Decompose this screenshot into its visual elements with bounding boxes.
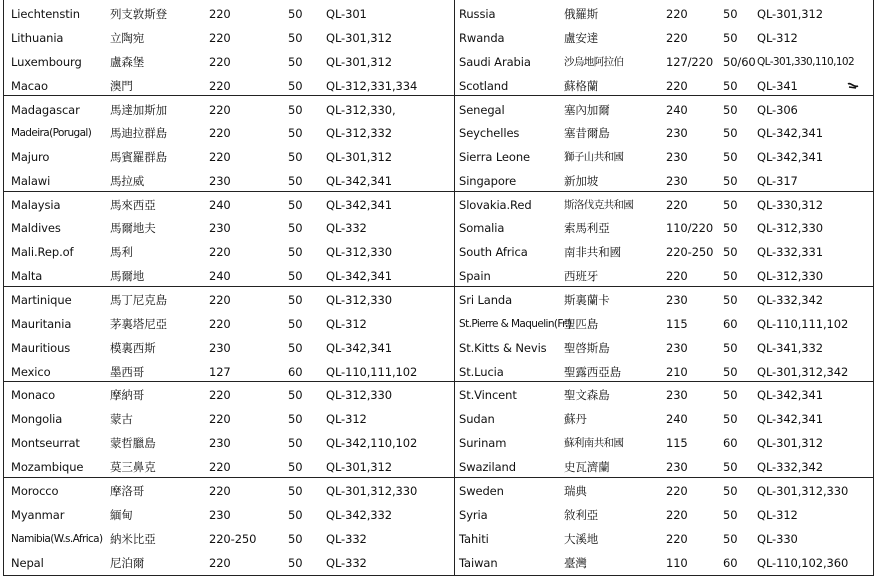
left-model-codes: QL-301,312 bbox=[326, 31, 392, 45]
table-row bbox=[4, 216, 873, 240]
right-model-codes: QL-312 bbox=[757, 31, 798, 45]
left-country-name-zh: 墨西哥 bbox=[110, 365, 145, 379]
left-country-name: Liechtenstin bbox=[11, 7, 80, 21]
right-country-name: Russia bbox=[459, 7, 496, 21]
left-frequency: 50 bbox=[288, 103, 303, 117]
left-voltage: 220 bbox=[209, 460, 231, 474]
right-country-name: Sweden bbox=[459, 484, 504, 498]
left-voltage: 220 bbox=[209, 126, 231, 140]
right-model-codes: QL-301,312 bbox=[757, 7, 823, 21]
table-row bbox=[4, 264, 873, 288]
left-frequency: 50 bbox=[288, 484, 303, 498]
right-model-codes: QL-342,341 bbox=[757, 388, 823, 402]
left-country-name-zh: 馬利 bbox=[110, 245, 133, 259]
right-voltage: 127/220 bbox=[666, 55, 714, 69]
right-country-name-zh: 新加坡 bbox=[564, 174, 599, 188]
left-country-name: Macao bbox=[11, 79, 48, 93]
right-voltage: 220 bbox=[666, 269, 688, 283]
left-country-name-zh: 盧森堡 bbox=[110, 55, 145, 69]
right-frequency: 50 bbox=[723, 7, 738, 21]
left-country-name-zh: 列支敦斯登 bbox=[110, 7, 167, 21]
left-frequency: 50 bbox=[288, 460, 303, 474]
left-country-name: Martinique bbox=[11, 293, 72, 307]
right-model-codes: QL-110,111,102 bbox=[757, 317, 849, 331]
left-voltage: 220 bbox=[209, 317, 231, 331]
left-country-name: Nepal bbox=[11, 556, 44, 570]
right-voltage: 230 bbox=[666, 174, 688, 188]
right-frequency: 50 bbox=[723, 269, 738, 283]
right-country-name-zh: 瑞典 bbox=[564, 484, 587, 498]
left-country-name: Mexico bbox=[11, 365, 51, 379]
left-country-name: Namibia(W.s.Africa) bbox=[11, 533, 103, 545]
table-row bbox=[4, 407, 873, 431]
right-frequency: 60 bbox=[723, 556, 738, 570]
right-country-name: St.Vincent bbox=[459, 388, 517, 402]
right-model-codes: QL-330 bbox=[757, 532, 798, 546]
left-voltage: 230 bbox=[209, 221, 231, 235]
left-country-name: Mongolia bbox=[11, 412, 63, 426]
left-frequency: 50 bbox=[288, 245, 303, 259]
right-country-name: St.Pierre & Maquelin(Fr.) bbox=[459, 318, 572, 330]
right-country-name: Saudi Arabia bbox=[459, 55, 531, 69]
left-model-codes: QL-301,312 bbox=[326, 55, 392, 69]
ink-mark bbox=[847, 82, 859, 90]
right-country-name-zh: 斯洛伐克共和國 bbox=[564, 199, 634, 211]
right-frequency: 50 bbox=[723, 412, 738, 426]
right-frequency: 50 bbox=[723, 174, 738, 188]
right-frequency: 50 bbox=[723, 245, 738, 259]
left-country-name-zh: 立陶宛 bbox=[110, 31, 145, 45]
right-model-codes: QL-342,341 bbox=[757, 126, 823, 140]
table-row bbox=[4, 455, 873, 479]
left-frequency: 50 bbox=[288, 174, 303, 188]
right-country-name-zh: 蘇利南共和國 bbox=[564, 437, 624, 449]
right-country-name-zh: 索馬利亞 bbox=[564, 221, 610, 235]
right-model-codes: QL-301,312 bbox=[757, 436, 823, 450]
right-frequency: 50 bbox=[723, 221, 738, 235]
right-country-name: Tahiti bbox=[459, 532, 489, 546]
right-voltage: 115 bbox=[666, 436, 688, 450]
right-model-codes: QL-301,330,110,102 bbox=[757, 56, 855, 68]
right-voltage: 115 bbox=[666, 317, 688, 331]
table-row bbox=[4, 503, 873, 527]
table-row bbox=[4, 193, 873, 217]
left-voltage: 220 bbox=[209, 79, 231, 93]
right-voltage: 220 bbox=[666, 484, 688, 498]
right-country-name-zh: 史瓦濟蘭 bbox=[564, 460, 610, 474]
left-model-codes: QL-332 bbox=[326, 221, 367, 235]
left-frequency: 50 bbox=[288, 532, 303, 546]
right-country-name: Spain bbox=[459, 269, 491, 283]
right-country-name-zh: 沙烏地阿拉伯 bbox=[564, 56, 624, 68]
right-frequency: 50 bbox=[723, 460, 738, 474]
left-model-codes: QL-342,110,102 bbox=[326, 436, 418, 450]
left-frequency: 50 bbox=[288, 55, 303, 69]
left-frequency: 60 bbox=[288, 365, 303, 379]
right-frequency: 50 bbox=[723, 508, 738, 522]
left-voltage: 220 bbox=[209, 293, 231, 307]
left-model-codes: QL-342,332 bbox=[326, 508, 392, 522]
right-voltage: 110 bbox=[666, 556, 688, 570]
right-country-name-zh: 蘇丹 bbox=[564, 412, 587, 426]
right-country-name-zh: 大溪地 bbox=[564, 532, 599, 546]
left-model-codes: QL-342,341 bbox=[326, 198, 392, 212]
right-country-name-zh: 敘利亞 bbox=[564, 508, 599, 522]
left-country-name-zh: 澳門 bbox=[110, 79, 133, 93]
left-voltage: 220 bbox=[209, 556, 231, 570]
left-model-codes: QL-301,312 bbox=[326, 460, 392, 474]
right-country-name-zh: 南非共和國 bbox=[564, 245, 621, 259]
left-model-codes: QL-312 bbox=[326, 412, 367, 426]
left-frequency: 50 bbox=[288, 317, 303, 331]
left-country-name-zh: 緬甸 bbox=[110, 508, 133, 522]
right-model-codes: QL-341 bbox=[757, 79, 798, 93]
left-frequency: 50 bbox=[288, 341, 303, 355]
left-model-codes: QL-312,331,334 bbox=[326, 79, 418, 93]
left-model-codes: QL-312,332 bbox=[326, 126, 392, 140]
left-model-codes: QL-332 bbox=[326, 532, 367, 546]
right-model-codes: QL-301,312,330 bbox=[757, 484, 849, 498]
right-frequency: 50 bbox=[723, 150, 738, 164]
right-frequency: 50 bbox=[723, 103, 738, 117]
left-frequency: 50 bbox=[288, 126, 303, 140]
right-frequency: 60 bbox=[723, 317, 738, 331]
left-country-name-zh: 馬爾地夫 bbox=[110, 221, 156, 235]
left-country-name: Myanmar bbox=[11, 508, 65, 522]
right-frequency: 50 bbox=[723, 341, 738, 355]
table-row bbox=[4, 50, 873, 74]
left-country-name: Majuro bbox=[11, 150, 50, 164]
right-country-name: Swaziland bbox=[459, 460, 516, 474]
right-voltage: 220-250 bbox=[666, 245, 714, 259]
right-frequency: 50 bbox=[723, 532, 738, 546]
right-country-name: Sierra Leone bbox=[459, 150, 531, 164]
right-model-codes: QL-312,330 bbox=[757, 221, 823, 235]
left-country-name-zh: 納米比亞 bbox=[110, 532, 156, 546]
table-row bbox=[4, 336, 873, 360]
table-row bbox=[4, 383, 873, 407]
right-model-codes: QL-306 bbox=[757, 103, 798, 117]
right-voltage: 240 bbox=[666, 103, 688, 117]
right-country-name: Taiwan bbox=[459, 556, 498, 570]
left-frequency: 50 bbox=[288, 556, 303, 570]
left-country-name-zh: 莫三鼻克 bbox=[110, 460, 156, 474]
right-country-name-zh: 俄羅斯 bbox=[564, 7, 599, 21]
left-voltage: 220 bbox=[209, 7, 231, 21]
left-model-codes: QL-312,330 bbox=[326, 245, 392, 259]
right-country-name: Somalia bbox=[459, 221, 505, 235]
right-frequency: 60 bbox=[723, 436, 738, 450]
right-model-codes: QL-342,341 bbox=[757, 412, 823, 426]
left-model-codes: QL-110,111,102 bbox=[326, 365, 418, 379]
right-country-name-zh: 塞內加爾 bbox=[564, 103, 610, 117]
right-voltage: 230 bbox=[666, 460, 688, 474]
left-model-codes: QL-301,312 bbox=[326, 150, 392, 164]
left-voltage: 240 bbox=[209, 198, 231, 212]
table-row bbox=[4, 121, 873, 145]
right-model-codes: QL-341,332 bbox=[757, 341, 823, 355]
left-country-name: Mali.Rep.of bbox=[11, 245, 74, 259]
right-voltage: 220 bbox=[666, 79, 688, 93]
left-frequency: 50 bbox=[288, 79, 303, 93]
table-row bbox=[4, 145, 873, 169]
table-row bbox=[4, 98, 873, 122]
right-model-codes: QL-110,102,360 bbox=[757, 556, 849, 570]
table-row bbox=[4, 312, 873, 336]
table-row bbox=[4, 26, 873, 50]
left-voltage: 220 bbox=[209, 484, 231, 498]
right-country-name: Rwanda bbox=[459, 31, 505, 45]
left-country-name-zh: 馬賓羅群島 bbox=[110, 150, 167, 164]
left-country-name: Maldives bbox=[11, 221, 61, 235]
left-voltage: 230 bbox=[209, 341, 231, 355]
right-country-name-zh: 盧安達 bbox=[564, 31, 599, 45]
right-country-name-zh: 臺灣 bbox=[564, 556, 587, 570]
left-model-codes: QL-312,330 bbox=[326, 293, 392, 307]
right-voltage: 230 bbox=[666, 126, 688, 140]
left-country-name-zh: 馬達加斯加 bbox=[110, 103, 167, 117]
left-country-name-zh: 蒙哲臘島 bbox=[110, 436, 156, 450]
left-country-name: Morocco bbox=[11, 484, 59, 498]
left-country-name-zh: 茅裏塔尼亞 bbox=[110, 317, 167, 331]
left-country-name: Madeira(Porugal) bbox=[11, 127, 92, 139]
right-voltage: 110/220 bbox=[666, 221, 714, 235]
table-row bbox=[4, 74, 873, 98]
right-frequency: 50 bbox=[723, 293, 738, 307]
left-country-name: Luxembourg bbox=[11, 55, 82, 69]
left-frequency: 50 bbox=[288, 31, 303, 45]
table-row bbox=[4, 527, 873, 551]
right-country-name: South Africa bbox=[459, 245, 528, 259]
right-country-name: Senegal bbox=[459, 103, 505, 117]
left-frequency: 50 bbox=[288, 150, 303, 164]
right-frequency: 50 bbox=[723, 31, 738, 45]
left-voltage: 220 bbox=[209, 55, 231, 69]
right-model-codes: QL-330,312 bbox=[757, 198, 823, 212]
right-frequency: 50 bbox=[723, 484, 738, 498]
table-row bbox=[4, 360, 873, 384]
left-frequency: 50 bbox=[288, 269, 303, 283]
left-country-name-zh: 馬來西亞 bbox=[110, 198, 156, 212]
right-country-name: Surinam bbox=[459, 436, 507, 450]
voltage-table bbox=[3, 0, 874, 576]
left-frequency: 50 bbox=[288, 508, 303, 522]
right-voltage: 230 bbox=[666, 293, 688, 307]
right-country-name: Syria bbox=[459, 508, 488, 522]
right-country-name: Singapore bbox=[459, 174, 517, 188]
right-frequency: 50 bbox=[723, 365, 738, 379]
left-frequency: 50 bbox=[288, 7, 303, 21]
left-voltage: 220 bbox=[209, 103, 231, 117]
table-row bbox=[4, 551, 873, 575]
right-voltage: 220 bbox=[666, 198, 688, 212]
left-country-name-zh: 馬拉威 bbox=[110, 174, 145, 188]
right-model-codes: QL-342,341 bbox=[757, 150, 823, 164]
right-frequency: 50 bbox=[723, 388, 738, 402]
left-voltage: 240 bbox=[209, 269, 231, 283]
left-voltage: 220 bbox=[209, 150, 231, 164]
right-country-name: Slovakia.Red bbox=[459, 198, 532, 212]
left-country-name-zh: 馬迪拉群島 bbox=[110, 126, 167, 140]
right-country-name: St.Lucia bbox=[459, 365, 504, 379]
left-country-name: Monaco bbox=[11, 388, 56, 402]
left-model-codes: QL-312,330 bbox=[326, 388, 392, 402]
right-country-name-zh: 聖啓斯島 bbox=[564, 341, 610, 355]
left-country-name: Mauritious bbox=[11, 341, 71, 355]
left-voltage: 220 bbox=[209, 245, 231, 259]
right-country-name-zh: 蘇格蘭 bbox=[564, 79, 599, 93]
right-model-codes: QL-332,342 bbox=[757, 460, 823, 474]
left-frequency: 50 bbox=[288, 198, 303, 212]
right-voltage: 220 bbox=[666, 532, 688, 546]
right-country-name-zh: 獅子山共和國 bbox=[564, 151, 624, 163]
left-model-codes: QL-312 bbox=[326, 317, 367, 331]
left-voltage: 220-250 bbox=[209, 532, 257, 546]
left-country-name-zh: 模裏西斯 bbox=[110, 341, 156, 355]
left-frequency: 50 bbox=[288, 436, 303, 450]
right-voltage: 220 bbox=[666, 7, 688, 21]
right-country-name-zh: 斯裏蘭卡 bbox=[564, 293, 610, 307]
right-frequency: 50 bbox=[723, 126, 738, 140]
right-country-name: Sri Landa bbox=[459, 293, 513, 307]
left-voltage: 127 bbox=[209, 365, 231, 379]
table-row bbox=[4, 431, 873, 455]
left-model-codes: QL-312,330, bbox=[326, 103, 396, 117]
right-model-codes: QL-332,331 bbox=[757, 245, 823, 259]
left-model-codes: QL-342,341 bbox=[326, 174, 392, 188]
left-country-name-zh: 摩納哥 bbox=[110, 388, 145, 402]
right-country-name-zh: 聖匹島 bbox=[564, 317, 599, 331]
left-country-name: Mozambique bbox=[11, 460, 84, 474]
right-model-codes: QL-301,312,342 bbox=[757, 365, 849, 379]
right-voltage: 230 bbox=[666, 388, 688, 402]
right-country-name: Sudan bbox=[459, 412, 495, 426]
left-frequency: 50 bbox=[288, 388, 303, 402]
left-country-name: Lithuania bbox=[11, 31, 64, 45]
left-voltage: 220 bbox=[209, 412, 231, 426]
table-row bbox=[4, 479, 873, 503]
right-country-name: Scotland bbox=[459, 79, 509, 93]
right-model-codes: QL-312 bbox=[757, 508, 798, 522]
right-country-name-zh: 聖文森島 bbox=[564, 388, 610, 402]
left-country-name-zh: 馬爾地 bbox=[110, 269, 145, 283]
left-country-name-zh: 蒙古 bbox=[110, 412, 133, 426]
left-frequency: 50 bbox=[288, 293, 303, 307]
right-voltage: 220 bbox=[666, 31, 688, 45]
table-row bbox=[4, 240, 873, 264]
left-voltage: 220 bbox=[209, 388, 231, 402]
right-model-codes: QL-312,330 bbox=[757, 269, 823, 283]
right-model-codes: QL-332,342 bbox=[757, 293, 823, 307]
table-row bbox=[4, 288, 873, 312]
right-voltage: 240 bbox=[666, 412, 688, 426]
right-country-name-zh: 西班牙 bbox=[564, 269, 599, 283]
right-voltage: 220 bbox=[666, 508, 688, 522]
left-country-name: Montseurrat bbox=[11, 436, 80, 450]
right-frequency: 50/60 bbox=[723, 55, 756, 69]
left-country-name: Malta bbox=[11, 269, 43, 283]
right-voltage: 210 bbox=[666, 365, 688, 379]
left-model-codes: QL-342,341 bbox=[326, 341, 392, 355]
left-model-codes: QL-301 bbox=[326, 7, 367, 21]
table-row bbox=[4, 2, 873, 26]
left-country-name-zh: 尼泊爾 bbox=[110, 556, 145, 570]
left-voltage: 220 bbox=[209, 31, 231, 45]
table-row bbox=[4, 169, 873, 193]
right-frequency: 50 bbox=[723, 79, 738, 93]
right-frequency: 50 bbox=[723, 198, 738, 212]
right-voltage: 230 bbox=[666, 150, 688, 164]
left-model-codes: QL-301,312,330 bbox=[326, 484, 418, 498]
left-voltage: 230 bbox=[209, 436, 231, 450]
right-country-name: St.Kitts & Nevis bbox=[459, 341, 547, 355]
left-country-name-zh: 馬丁尼克島 bbox=[110, 293, 167, 307]
right-voltage: 230 bbox=[666, 341, 688, 355]
left-country-name: Malaysia bbox=[11, 198, 61, 212]
left-frequency: 50 bbox=[288, 221, 303, 235]
left-voltage: 230 bbox=[209, 174, 231, 188]
left-country-name: Madagascar bbox=[11, 103, 80, 117]
right-country-name: Seychelles bbox=[459, 126, 520, 140]
right-model-codes: QL-317 bbox=[757, 174, 798, 188]
left-frequency: 50 bbox=[288, 412, 303, 426]
left-country-name: Mauritania bbox=[11, 317, 72, 331]
left-country-name-zh: 摩洛哥 bbox=[110, 484, 145, 498]
left-model-codes: QL-332 bbox=[326, 556, 367, 570]
left-voltage: 230 bbox=[209, 508, 231, 522]
right-country-name-zh: 聖露西亞島 bbox=[564, 365, 621, 379]
right-country-name-zh: 塞昔爾島 bbox=[564, 126, 610, 140]
left-country-name: Malawi bbox=[11, 174, 51, 188]
left-model-codes: QL-342,341 bbox=[326, 269, 392, 283]
